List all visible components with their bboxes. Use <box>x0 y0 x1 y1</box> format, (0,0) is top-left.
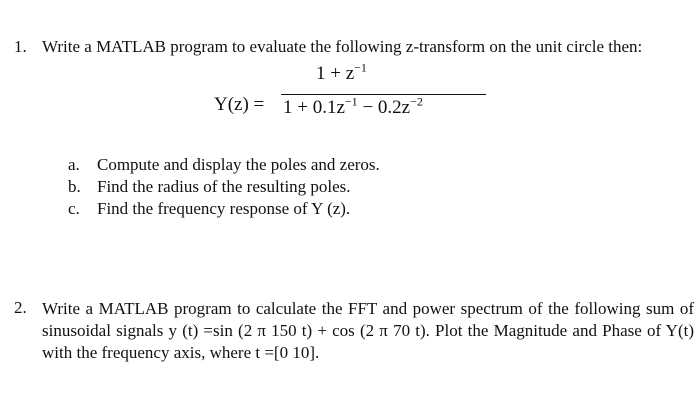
equation-numerator: $1 + z^{-1}$ <box>316 60 367 84</box>
subitem-b-letter: b. <box>68 177 81 196</box>
subitem-a-letter: a. <box>68 155 80 174</box>
fraction-bar <box>281 94 486 95</box>
equation-denominator: $1 + 0.1z^{-1} - 0.2z^{-2}$ <box>283 94 423 118</box>
question-2-number: 2. <box>14 298 27 317</box>
subitem-a-text: Compute and display the poles and zeros. <box>97 155 380 174</box>
subitem-c-letter: c. <box>68 199 80 218</box>
question-1-number: 1. <box>14 37 27 56</box>
subitem-b-text: Find the radius of the resulting poles. <box>97 177 351 196</box>
question-2-text: Write a MATLAB program to calculate the FFT and power spectrum of the following sum of sinusoidal signals y (t) =sin (2 π 150 t) + cos (2 π 70 t). Plot the Magnitude and Phase of Y(t) with the frequency axis, where t =[0 10]. <box>42 299 694 362</box>
subitem-c-text: Find the frequency response of Y (z). <box>97 199 351 218</box>
question-1-text: Write a MATLAB program to evaluate the following z-transform on the unit circle then: <box>42 37 643 56</box>
equation-lhs: Y(z) = <box>214 94 265 115</box>
